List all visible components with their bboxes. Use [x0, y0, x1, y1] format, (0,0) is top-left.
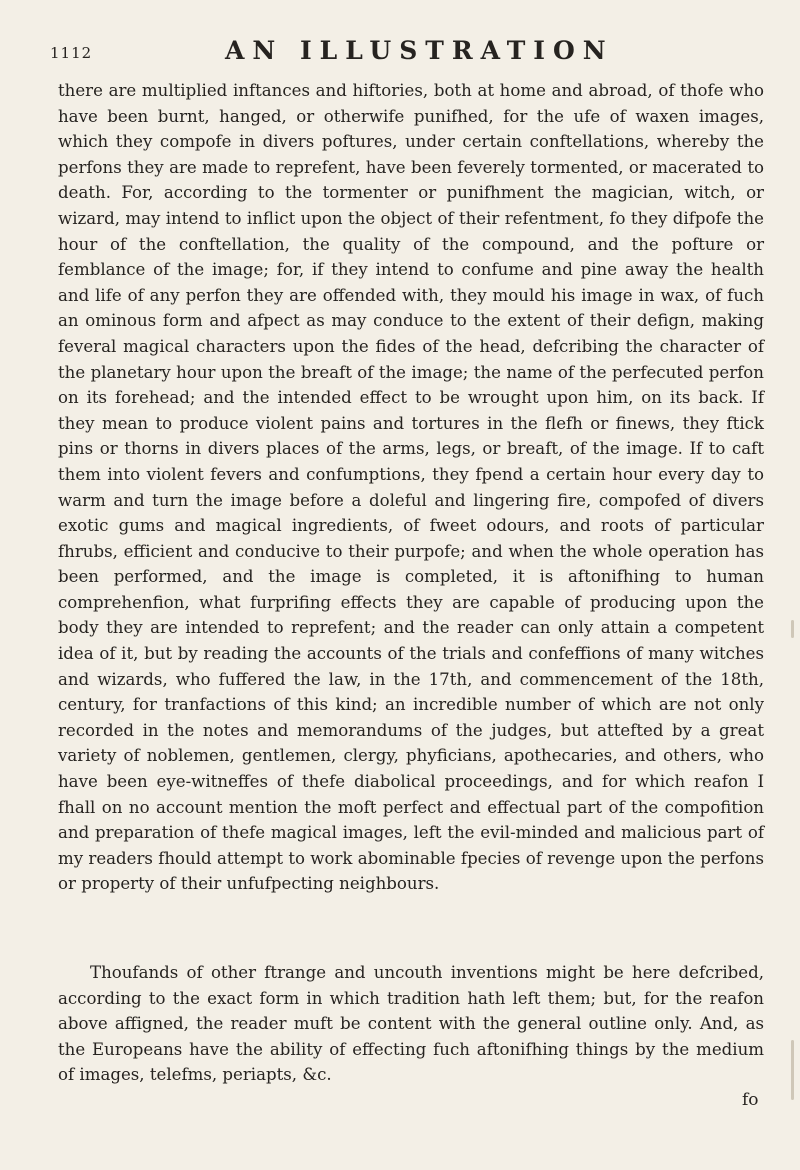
- running-head: AN ILLUSTRATION: [225, 36, 614, 65]
- page-header: [50, 30, 770, 70]
- page-stain: [791, 1040, 794, 1100]
- body-paragraph: there are multiplied inftances and hiftories, both at home and abroad, of thofe who have been burnt, hanged, or otherwife punifhed, for the ufe of waxen images, which they compofe in divers poftures, under certain conftellations, whereby the perfons they are made to reprefent, have been feverely tormented, or macerated to death. For, according to the tormenter or punifhment the magician, witch, or wizard, may intend to inflict upon the object of their refentment, fo they difpofe the hour of the conftellation, the quality of the compound, and the pofture or femblance of the image; for, if they intend to confume and pine away the health and life of any perfon they are offended with, they mould his image in wax, of fuch an ominous form and afpect as may conduce to the extent of their defign, making feveral magical characters upon the fides of the head, defcribing the character of the planetary hour upon the breaft of the image; the name of the perfecuted perfon on its forehead; and the intended effect to be wrought upon him, on its back. If they mean to produce violent pains and tortures in the flefh or finews, they ftick pins or thorns in divers places of the arms, legs, or breaft, of the image. If to caft them into violent fevers and confumptions, they fpend a certain hour every day to warm and turn the image before a doleful and lingering fire, compofed of divers exotic gums and magical ingredients, of fweet odours, and roots of particular fhrubs, efficient and conducive to their purpofe; and when the whole operation has been performed, and the image is completed, it is aftonifhing to human comprehenfion, what furprifing effects they are capable of producing upon the body they are intended to reprefent; and the reader can only attain a competent idea of it, but by reading the accounts of the trials and confeffions of many witches and wizards, who fuffered the law, in the 17th, and commencement of the 18th, century, for tranfactions of this kind; an incredible number of which are not only recorded in the notes and memorandums of the judges, but attefted by a great variety of noblemen, gentlemen, clergy, phyficians, apothecaries, and others, who have been eye-witneffes of thefe diabolical proceedings, and for which reafon I fhall on no account mention the moft perfect and effectual part of the compofition and preparation of thefe magical images, left the evil-minded and malicious part of my readers fhould attempt to work abominable fpecies of revenge upon the perfons or property of their unfufpecting neighbours.: [58, 81, 764, 894]
- page-stain: [791, 620, 794, 638]
- page-number: 1112: [50, 44, 93, 62]
- catchword: fo: [742, 1090, 759, 1110]
- body-paragraph: Thoufands of other ftrange and uncouth inventions might be here defcribed, according to the exact form in which tradition hath left them; but, for the reafon above affigned, the reader muft be content with the general outline only. And, as the Europeans have the ability of effecting fuch aftonifhing things by the medium of images, telefms, periapts, &c.: [58, 963, 764, 1085]
